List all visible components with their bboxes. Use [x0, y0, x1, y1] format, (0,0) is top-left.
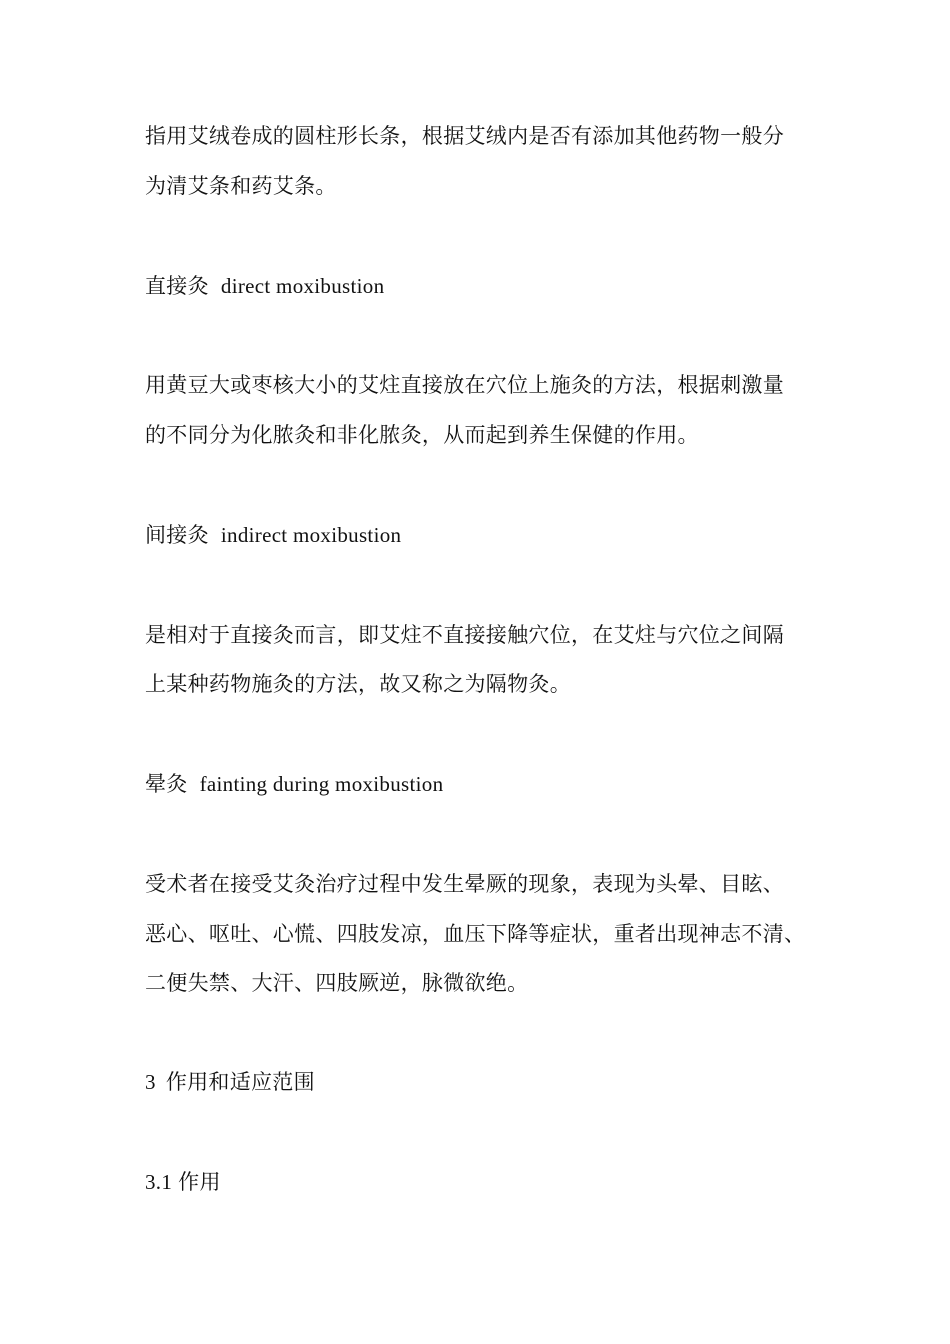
paragraph-line: 用黄豆大或枣核大小的艾炷直接放在穴位上施灸的方法，根据刺激量	[145, 373, 784, 397]
section-title: 作用和适应范围	[165, 1070, 315, 1094]
term-heading-indirect	[145, 521, 401, 549]
paragraph-line: 二便失禁、大汗、四肢厥逆，脉微欲绝。	[145, 971, 529, 995]
paragraph-line: 的不同分为化脓灸和非化脓灸，从而起到养生保健的作用。	[145, 423, 699, 447]
section-heading-3	[145, 1068, 315, 1096]
paragraph-line: 上某种药物施灸的方法，故又称之为隔物灸。	[145, 672, 571, 696]
term-chinese: 直接灸	[145, 274, 209, 298]
paragraph-line: 为清艾条和药艾条。	[145, 174, 337, 198]
term-english: indirect moxibustion	[220, 523, 402, 547]
paragraph-line: 受术者在接受艾灸治疗过程中发生晕厥的现象，表现为头晕、目眩、	[145, 872, 784, 896]
term-heading-fainting	[145, 770, 443, 798]
paragraph-line: 恶心、呕吐、心慌、四肢发凉，血压下降等症状，重者出现神志不清、	[145, 922, 806, 946]
term-heading-direct	[145, 272, 384, 300]
section-number: 3.1	[145, 1170, 173, 1194]
term-chinese: 间接灸	[145, 523, 209, 547]
section-number: 3	[145, 1070, 156, 1094]
term-english: fainting during moxibustion	[199, 772, 444, 796]
paragraph-line: 指用艾绒卷成的圆柱形长条，根据艾绒内是否有添加其他药物一般分	[145, 124, 784, 148]
section-title: 作用	[178, 1170, 221, 1194]
term-english: direct moxibustion	[220, 274, 385, 298]
paragraph-line: 是相对于直接灸而言，即艾炷不直接接触穴位，在艾炷与穴位之间隔	[145, 623, 784, 647]
term-chinese: 晕灸	[145, 772, 188, 796]
section-heading-3-1	[145, 1168, 221, 1196]
